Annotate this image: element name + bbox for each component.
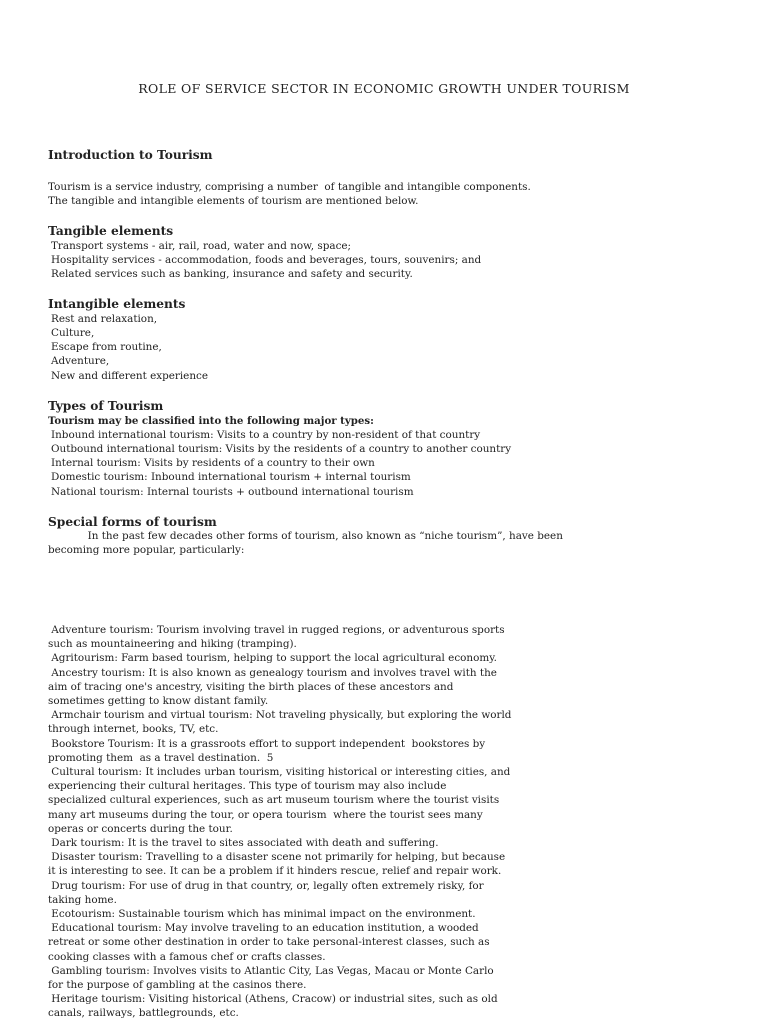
special-intro-line: In the past few decades other forms of tourism, also known as “niche tourism”, have been xyxy=(48,530,563,542)
heading-intangible-elements: Intangible elements xyxy=(48,297,186,311)
intangible-item: Escape from routine, xyxy=(51,341,162,353)
special-form-line: Dark tourism: It is the travel to sites associated with death and suffering. xyxy=(48,837,439,849)
special-form-line: Ecotourism: Sustainable tourism which has minimal impact on the environment. xyxy=(48,908,476,920)
tangible-item: Hospitality services - accommodation, foods and beverages, tours, souvenirs; and xyxy=(51,254,482,266)
tourism-type-item: Inbound international tourism: Visits to a country by non-resident of that country xyxy=(51,429,481,441)
special-form-line: sometimes getting to know distant family. xyxy=(48,695,269,707)
tangible-item: Related services such as banking, insurance and safety and security. xyxy=(51,268,413,280)
special-form-line: Ancestry tourism: It is also known as genealogy tourism and involves travel with the xyxy=(48,666,497,679)
heading-introduction: Introduction to Tourism xyxy=(48,148,213,162)
special-form-line: promoting them as a travel destination. 5 xyxy=(48,751,274,764)
special-form-line: operas or concerts during the tour. xyxy=(48,822,233,835)
heading-special-forms: Special forms of tourism xyxy=(48,515,217,529)
tourism-type-item: Domestic tourism: Inbound international tourism + internal tourism xyxy=(51,471,411,483)
intro-line: The tangible and intangible elements of tourism are mentioned below. xyxy=(48,195,419,207)
special-form-line: Gambling tourism: Involves visits to Atlantic City, Las Vegas, Macau or Monte Carlo xyxy=(48,964,494,977)
special-form-line: such as mountaineering and hiking (tramping). xyxy=(48,638,297,651)
special-form-line: many art museums during the tour, or opera tourism where the tourist sees many xyxy=(48,808,483,821)
special-form-line: specialized cultural experiences, such as art museum tourism where the tourist visits xyxy=(48,794,500,807)
special-form-line: Drug tourism: For use of drug in that country, or, legally often extremely risky, for xyxy=(48,879,484,892)
special-form-line: Heritage tourism: Visiting historical (Athens, Cracow) or industrial sites, such as old xyxy=(48,993,498,1006)
special-form-line: it is interesting to see. It can be a problem if it hinders rescue, relief and repair work. xyxy=(48,865,502,878)
intro-line: Tourism is a service industry, comprising a number of tangible and intangible components. xyxy=(48,181,531,193)
tourism-type-item: National tourism: Internal tourists + outbound international tourism xyxy=(51,486,414,498)
special-form-line: Armchair tourism and virtual tourism: Not traveling physically, but exploring the world xyxy=(48,709,512,722)
special-form-line: cooking classes with a famous chef or crafts classes. xyxy=(48,950,326,963)
special-form-line: for the purpose of gambling at the casinos there. xyxy=(48,979,307,991)
special-form-line: Educational tourism: May involve traveling to an education institution, a wooded xyxy=(48,922,479,935)
special-form-line: aim of tracing one's ancestry, visiting the birth places of these ancestors and xyxy=(48,680,454,693)
intangible-item: New and different experience xyxy=(51,370,208,382)
special-form-line: Adventure tourism: Tourism involving travel in rugged regions, or adventurous sports xyxy=(48,624,505,636)
special-form-line: experiencing their cultural heritages. This type of tourism may also include xyxy=(48,780,447,793)
special-form-line: Cultural tourism: It includes urban tourism, visiting historical or interesting cities, and xyxy=(48,766,511,778)
tourism-type-item: Internal tourism: Visits by residents of a country to their own xyxy=(51,457,375,469)
intangible-item: Culture, xyxy=(51,327,95,339)
tangible-item: Transport systems - air, rail, road, water and now, space; xyxy=(51,240,352,252)
special-form-line: canals, railways, battlegrounds, etc. xyxy=(48,1007,239,1020)
document-title: ROLE OF SERVICE SECTOR IN ECONOMIC GROWTH UNDER TOURISM xyxy=(138,81,630,96)
special-form-line: Agritourism: Farm based tourism, helping to support the local agricultural economy. xyxy=(48,652,497,665)
special-form-line: Disaster tourism: Travelling to a disaster scene not primarily for helping, but because xyxy=(48,851,506,864)
tourism-type-item: Outbound international tourism: Visits by the residents of a country to another country xyxy=(51,443,512,455)
special-form-line: taking home. xyxy=(48,893,117,906)
intangible-item: Adventure, xyxy=(51,355,110,367)
intangible-item: Rest and relaxation, xyxy=(51,313,158,325)
types-subheading: Tourism may be classified into the following major types: xyxy=(48,415,374,427)
special-form-line: retreat or some other destination in order to take personal-interest classes, such as xyxy=(48,936,490,949)
heading-types-of-tourism: Types of Tourism xyxy=(48,399,164,413)
heading-tangible-elements: Tangible elements xyxy=(48,224,174,238)
special-form-line: through internet, books, TV, etc. xyxy=(48,723,219,736)
special-intro-line: becoming more popular, particularly: xyxy=(48,544,245,556)
special-form-line: Bookstore Tourism: It is a grassroots effort to support independent bookstores by xyxy=(48,737,486,750)
